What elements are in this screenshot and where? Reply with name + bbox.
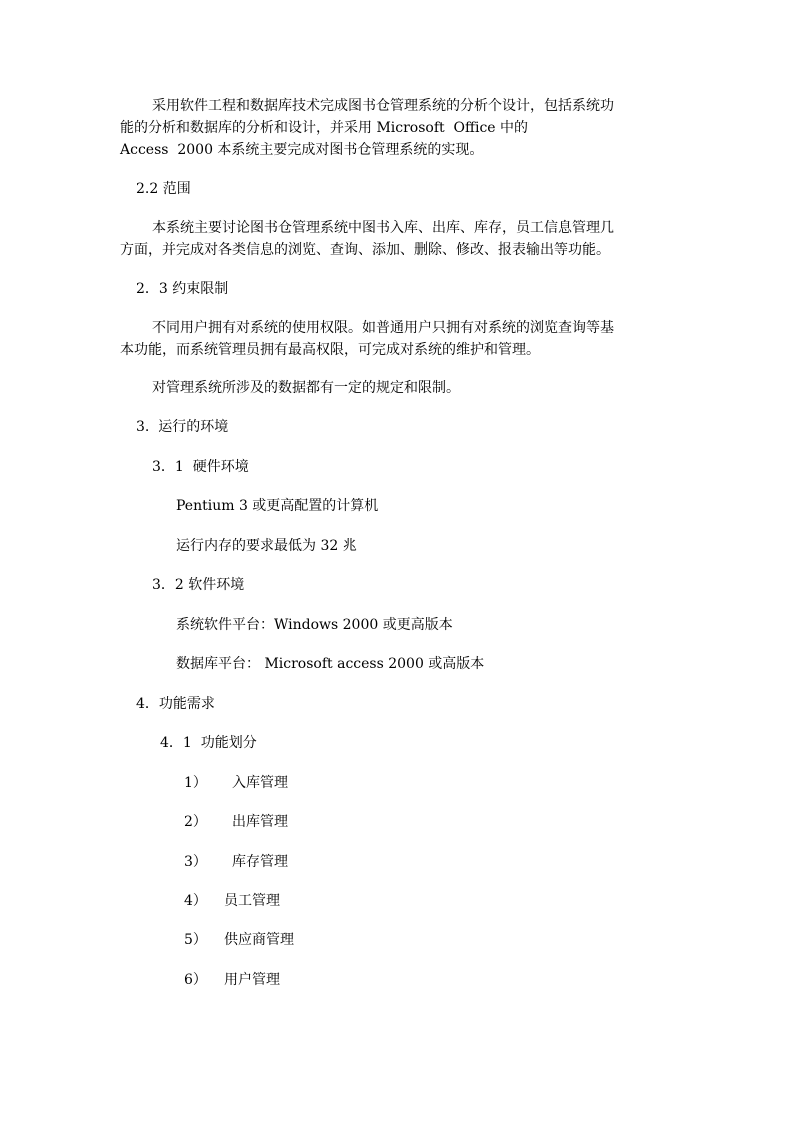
section-4-heading: 4．功能需求 <box>136 696 215 712</box>
intro-line-3: Access 2000 本系统主要完成对图书仓管理系统的实现。 <box>120 142 484 158</box>
section-3-1-heading: 3．1 硬件环境 <box>152 459 249 475</box>
function-item-label: 供应商管理 <box>224 932 294 948</box>
hardware-item-1: Pentium 3 或更高配置的计算机 <box>176 498 379 514</box>
section-2-3-heading: 2．3 约束限制 <box>136 281 229 297</box>
function-item-number: 3） <box>184 854 207 870</box>
function-item-number: 6） <box>184 972 207 988</box>
function-item-label: 员工管理 <box>224 893 280 909</box>
intro-line-2: 能的分析和数据库的分析和设计，并采用 Microsoft Office 中的 <box>120 120 529 136</box>
software-item-2: 数据库平台： Microsoft access 2000 或高版本 <box>176 656 485 672</box>
section-4-1-heading: 4．1 功能划分 <box>160 735 257 751</box>
section-3-2-heading: 3．2 软件环境 <box>152 577 245 593</box>
section-3-heading: 3. 运行的环境 <box>136 419 229 435</box>
section-2-3-line-3: 对管理系统所涉及的数据都有一定的规定和限制。 <box>152 380 460 396</box>
section-2-2-line-2: 方面，并完成对各类信息的浏览、查询、添加、删除、修改、报表输出等功能。 <box>120 242 610 258</box>
intro-line-1: 采用软件工程和数据库技术完成图书仓管理系统的分析个设计，包括系统功 <box>152 98 614 114</box>
section-2-2-line-1: 本系统主要讨论图书仓管理系统中图书入库、出库、库存，员工信息管理几 <box>152 220 614 236</box>
function-item-number: 5） <box>184 932 207 948</box>
section-2-3-line-2: 本功能，而系统管理员拥有最高权限，可完成对系统的维护和管理。 <box>120 342 540 358</box>
function-item-label: 用户管理 <box>224 972 280 988</box>
section-2-3-line-1: 不同用户拥有对系统的使用权限。如普通用户只拥有对系统的浏览查询等基 <box>152 320 614 336</box>
function-item-number: 4） <box>184 893 207 909</box>
function-item-number: 2） <box>184 814 207 830</box>
section-2-2-heading: 2.2 范围 <box>136 181 191 197</box>
function-item-label: 出库管理 <box>232 814 288 830</box>
function-item-label: 入库管理 <box>232 775 288 791</box>
hardware-item-2: 运行内存的要求最低为 32 兆 <box>176 538 357 554</box>
function-item-number: 1） <box>184 775 207 791</box>
function-item-label: 库存管理 <box>232 854 288 870</box>
software-item-1: 系统软件平台：Windows 2000 或更高版本 <box>176 617 453 633</box>
